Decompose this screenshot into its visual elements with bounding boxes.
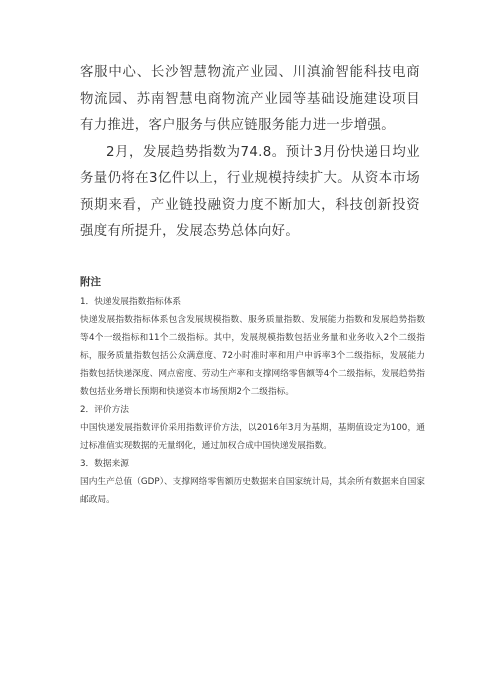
paragraph-continued: 客服中心、长沙智慧物流产业园、川滇渝智能科技电商物流园、苏南智慧电商物流产业园等基础设施建设项目有力推进，客户服务与供应链服务能力进一步增强。 [80,65,420,133]
note-3-body: 国内生产总值（GDP）、支撑网络零售额历史数据来自国家统计局，其余所有数据来自国家邮政局。 [80,477,425,505]
note-2-title: 2．评价方法 [80,405,129,415]
notes-section [80,273,425,509]
note-2-body: 中国快递发展指数评价采用指数评价方法，以2016年3月为基期，基期值设定为100，通过标准值实现数据的无量纲化，通过加权合成中国快递发展指数。 [80,423,425,451]
note-1-body: 快递发展指数指标体系包含发展规模指数、服务质量指数、发展能力指数和发展趋势指数等4个一级指标和11个二级指标。其中，发展规模指数包括业务量和业务收入2个二级指标，服务质量指数包括公众满意度、72小时准时率和用户申诉率3个二级指标，发展能力指数包括快递深度、网点密度、劳动生产率和支撑网络零售额等4个二级指标，发展趋势指数包括业务增长预期和快递资本市场预期2个二级指标。 [80,315,425,397]
main-text [80,60,420,246]
note-1-title: 1．快递发展指数指标体系 [80,297,182,307]
paragraph-trend-index: 2月，发展趋势指数为74.8。预计3月份快递日均业务量仍将在3亿件以上，行业规模持续扩大。从资本市场预期来看，产业链投融资力度不断加大，科技创新投资强度有所提升，发展态势总体向好。 [80,144,420,239]
notes-heading: 附注 [80,276,101,288]
note-3-title: 3．数据来源 [80,459,129,469]
